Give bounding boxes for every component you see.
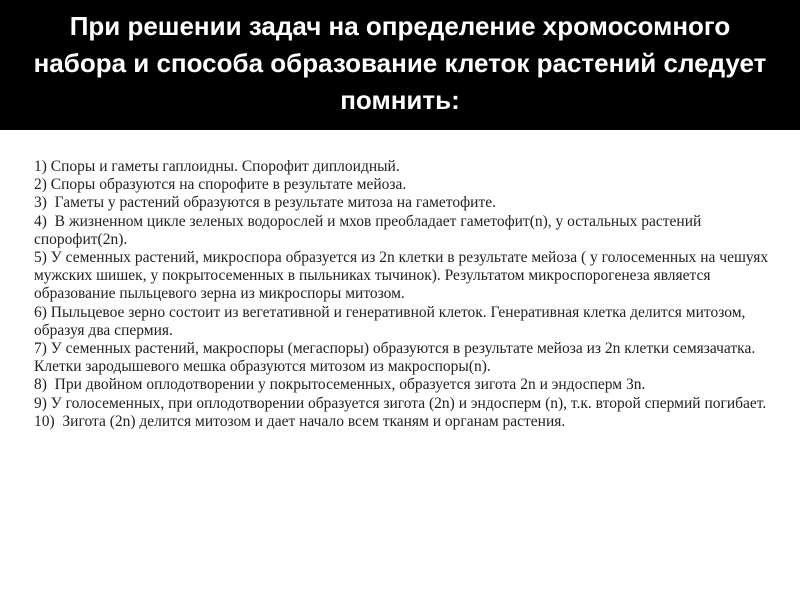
- rules-list: [34, 158, 784, 431]
- list-item: 4) В жизненном цикле зеленых водорослей и мхов преобладает гаметофит(n), у остальных растений спорофит(2n).: [34, 212, 706, 248]
- list-item: 5) У семенных растений, микроспора образуется из 2n клетки в результате мейоза ( у голосеменных на чешуях мужских шишек, у покрытосеменных в пыльниках тычинок). Результатом микроспорогенеза является образование пыльцевого зерна из микроспоры митозом.: [34, 249, 773, 303]
- list-item: 8) При двойном оплодотворении у покрытосеменных, образуется зигота 2n и эндосперм 3n.: [34, 376, 646, 394]
- list-item: 3) Гаметы у растений образуются в результате митоза на гаметофите.: [34, 194, 496, 212]
- list-item: 10) Зигота (2n) делится митозом и дает начало всем тканям и органам растения.: [34, 412, 566, 430]
- list-item: 7) У семенных растений, макроспоры (мегаспоры) образуются в результате мейоза из 2n клетки семязачатка. Клетки зародышевого мешка образуются митозом из макроспоры(n).: [34, 340, 760, 376]
- list-item: 6) Пыльцевое зерно состоит из вегетативной и генеративной клеток. Генеративная клетка делится митозом, образуя два спермия.: [34, 303, 750, 339]
- list-item: 1) Споры и гаметы гаплоидны. Спорофит диплоидный.: [34, 158, 400, 175]
- title-band: [0, 0, 800, 130]
- list-item: 2) Споры образуются на спорофите в результате мейоза.: [34, 176, 407, 194]
- list-item: 9) У голосеменных, при оплодотворении образуется зигота (2n) и эндосперм (n), т.к. второй спермий погибает.: [34, 394, 767, 412]
- slide-title: При решении задач на определение хромосомного набора и способа образование клеток растений следует помнить:: [33, 11, 767, 115]
